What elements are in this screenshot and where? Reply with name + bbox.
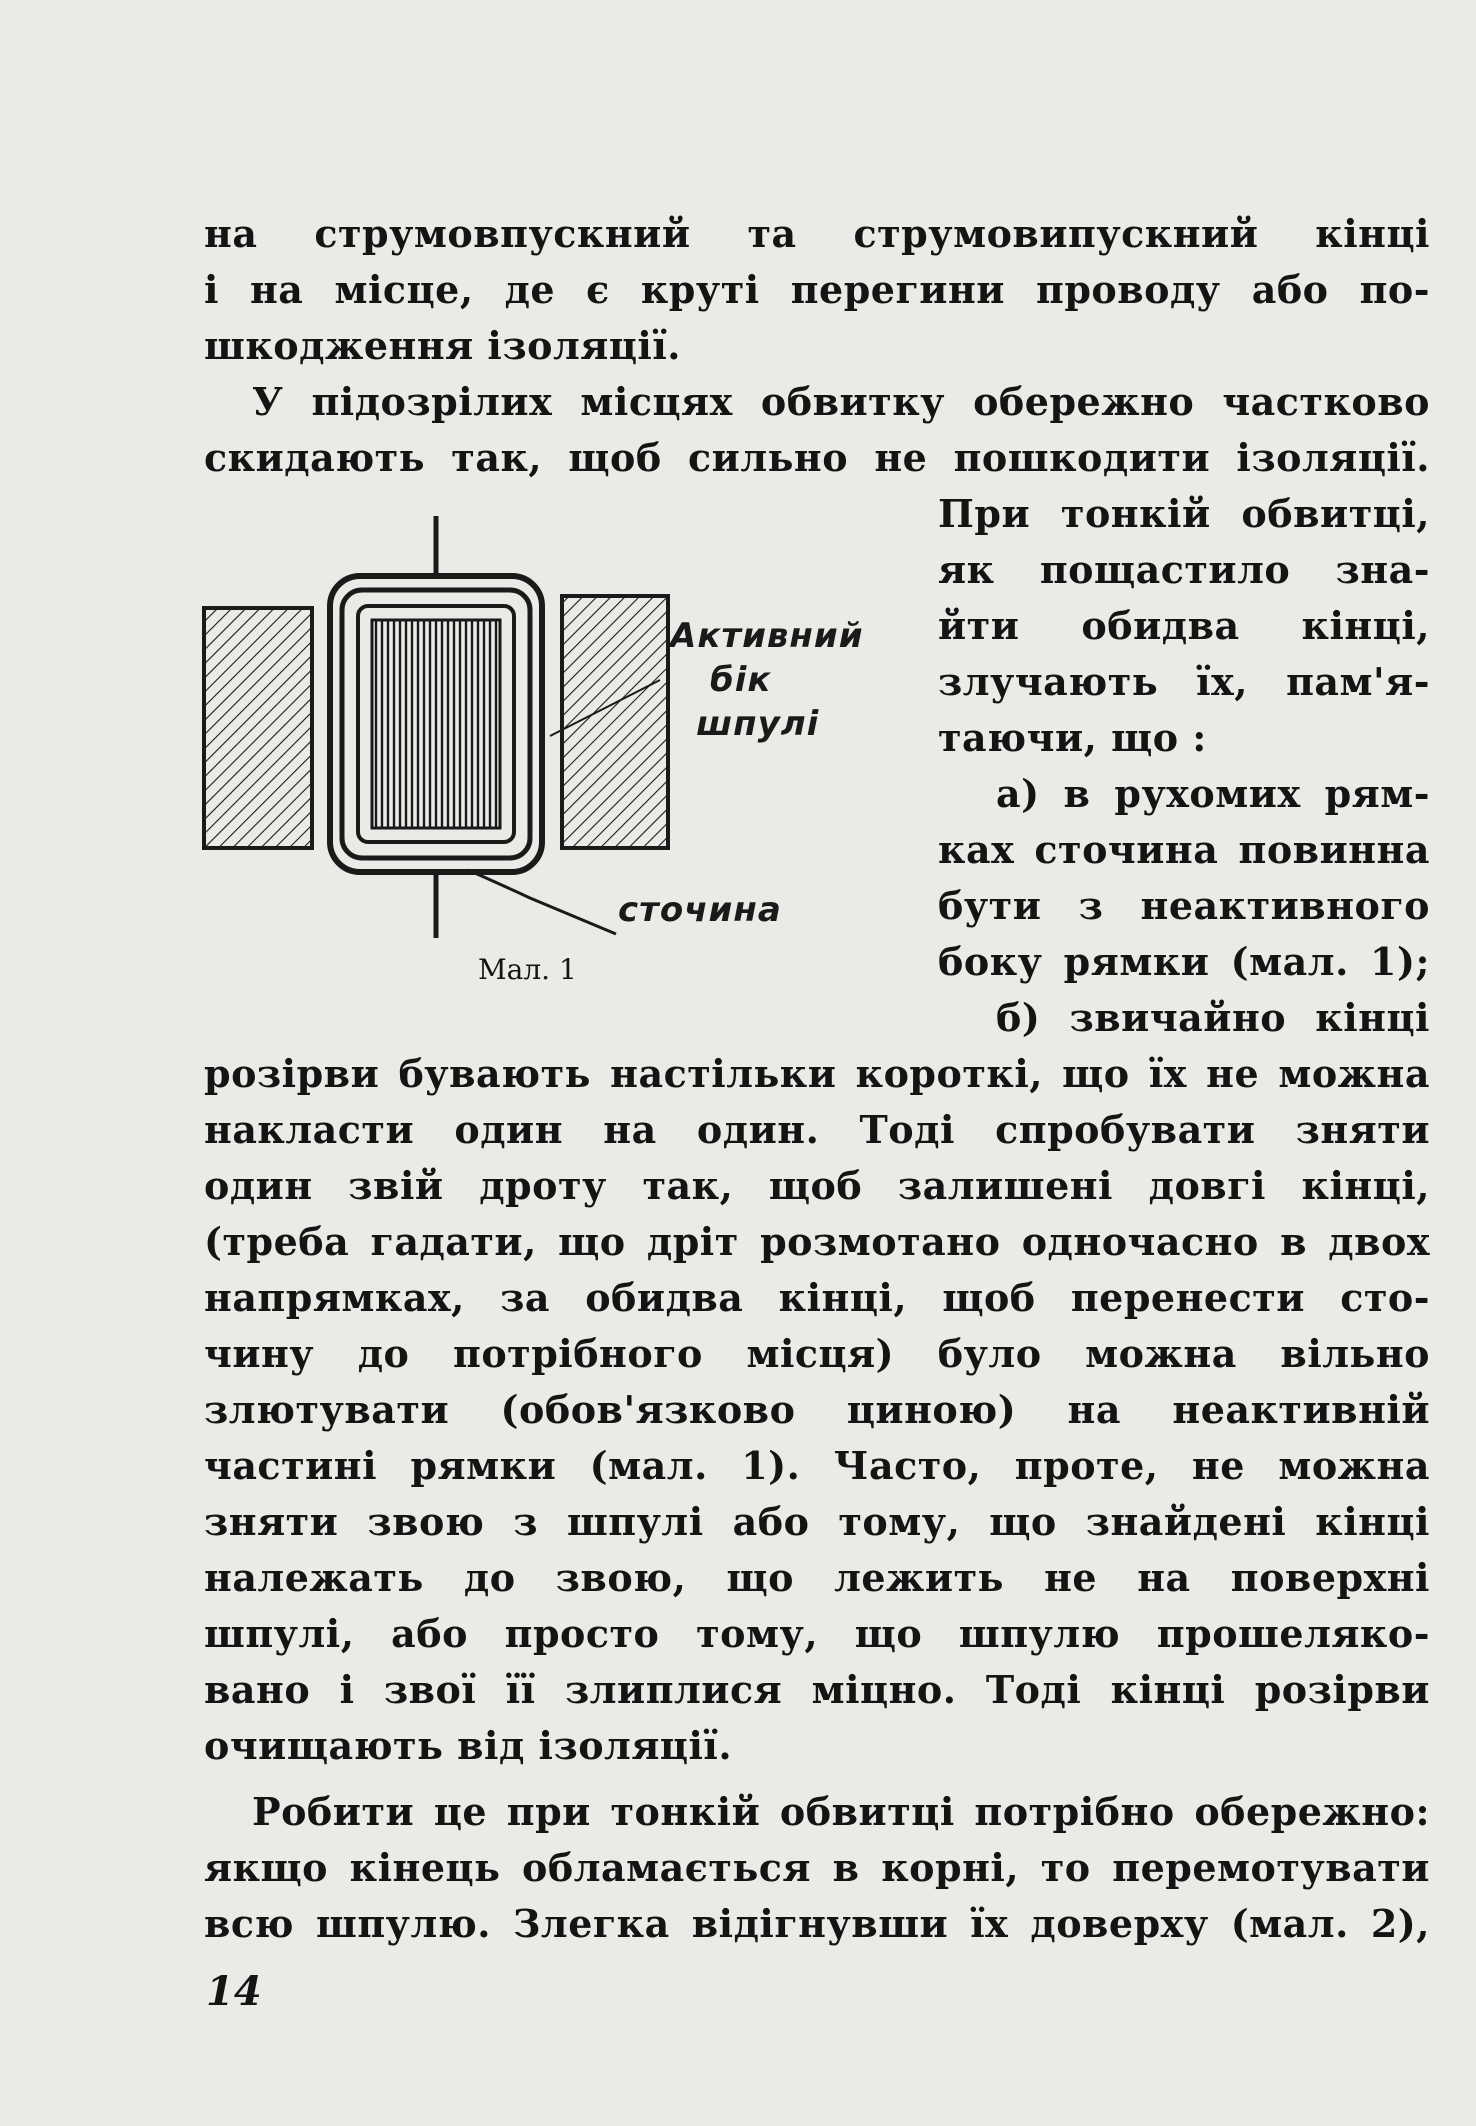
- page-number: 14: [206, 1968, 262, 2015]
- pointer-joint: [468, 870, 616, 934]
- text-line-18: один звій дроту так, щоб залишені довгі кінці,: [204, 1163, 1430, 1208]
- text-line-15: б) звичайно кінці: [996, 995, 1430, 1040]
- text-line-11: а) в рухомих рям-: [996, 771, 1430, 816]
- label-active-line3: шпулі: [696, 704, 820, 744]
- label-active-line1: Активний: [670, 616, 864, 656]
- coil-diagram-svg: [200, 512, 920, 992]
- label-active-line2: бік: [710, 660, 772, 700]
- text-line-29: Робити це при тонкій обвитці потрібно обережно:: [252, 1789, 1430, 1834]
- text-line-30: якщо кінець обламається в корні, то перемотувати: [204, 1845, 1430, 1890]
- text-line-27: вано і звої її злиплися міцно. Тоді кінці розірви: [204, 1667, 1430, 1712]
- label-joint: сточина: [618, 890, 782, 930]
- text-line-22: злютувати (обов'язково циною) на неактивній: [204, 1387, 1430, 1432]
- text-line-21: чину до потрібного місця) було можна вільно: [204, 1331, 1430, 1376]
- text-line-1: на струмовпускний та струмовипускний кінці: [204, 211, 1430, 256]
- coil-winding: [372, 620, 500, 828]
- text-line-8: йти обидва кінці,: [938, 603, 1430, 648]
- text-line-12: ках сточина повинна: [938, 827, 1430, 872]
- text-line-23: частині рямки (мал. 1). Часто, проте, не можна: [204, 1443, 1430, 1488]
- text-line-28: очищають від ізоляції.: [204, 1723, 733, 1768]
- text-line-17: накласти один на один. Тоді спробувати зняти: [204, 1107, 1430, 1152]
- text-line-7: як пощастило зна-: [938, 547, 1430, 592]
- text-line-13: бути з неактивного: [938, 883, 1430, 928]
- text-line-2: і на місце, де є круті перегини проводу або по-: [204, 267, 1430, 312]
- text-line-4: У підозрілих місцях обвитку обережно частково: [252, 379, 1430, 424]
- text-line-26: шпулі, або просто тому, що шпулю прошеляко-: [204, 1611, 1430, 1656]
- text-line-25: належать до звою, що лежить не на поверхні: [204, 1555, 1430, 1600]
- text-line-31: всю шпулю. Злегка відігнувши їх доверху (мал. 2),: [204, 1901, 1430, 1946]
- text-line-9: злучають їх, пам'я-: [938, 659, 1430, 704]
- figure-coil-diagram: [200, 512, 920, 992]
- left-pole: [204, 608, 312, 848]
- text-line-16: розірви бувають настільки короткі, що їх не можна: [204, 1051, 1430, 1096]
- text-line-5: скидають так, щоб сильно не пошкодити ізоляції.: [204, 435, 1430, 480]
- figure-caption: Мал. 1: [478, 953, 577, 986]
- text-line-19: (треба гадати, що дріт розмотано одночасно в двох: [204, 1219, 1430, 1264]
- text-line-6: При тонкій обвитці,: [938, 491, 1430, 536]
- text-line-14: боку рямки (мал. 1);: [938, 939, 1430, 984]
- text-line-3: шкодження ізоляції.: [204, 323, 682, 368]
- text-line-20: напрямках, за обидва кінці, щоб перенести сто-: [204, 1275, 1430, 1320]
- text-line-24: зняти звою з шпулі або тому, що знайдені кінці: [204, 1499, 1430, 1544]
- text-line-10: таючи, що :: [938, 715, 1207, 760]
